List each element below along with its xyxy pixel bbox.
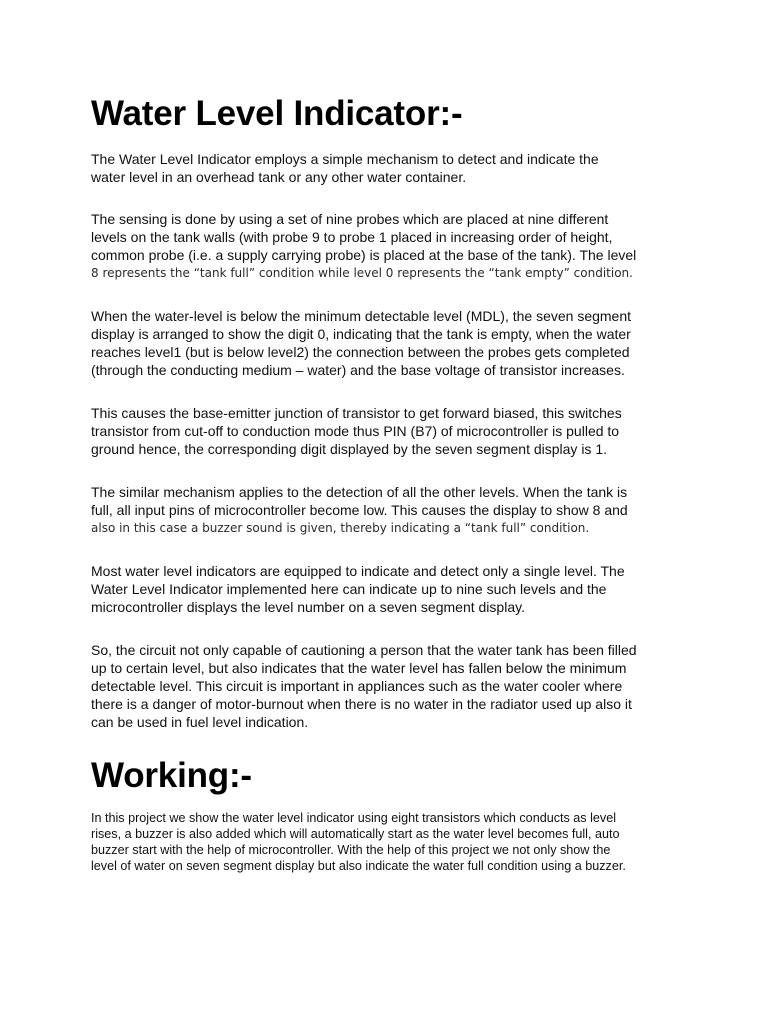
text-line: transistor from cut-off to conduction mode thus PIN (B7) of microcontroller is pulled to bbox=[91, 423, 620, 439]
text-line: level of water on seven segment display but also indicate the water full condition using a buzzer. bbox=[91, 859, 626, 873]
working-paragraph bbox=[91, 810, 689, 874]
text-line: 8 represents the “tank full” condition while level 0 represents the “tank empty” condition. bbox=[91, 266, 633, 280]
sensing-paragraph bbox=[91, 210, 689, 282]
similar-mechanism-paragraph bbox=[91, 483, 689, 537]
text-line: So, the circuit not only capable of cautioning a person that the water tank has been filled bbox=[91, 642, 637, 658]
text-line: This causes the base-emitter junction of transistor to get forward biased, this switches bbox=[91, 405, 622, 421]
text-line: also in this case a buzzer sound is given, thereby indicating a “tank full” condition. bbox=[91, 521, 590, 535]
intro-paragraph bbox=[91, 150, 689, 186]
text-line: microcontroller displays the level number on a seven segment display. bbox=[91, 599, 525, 615]
text-line: When the water-level is below the minimum detectable level (MDL), the seven segment bbox=[91, 308, 632, 324]
text-line: can be used in fuel level indication. bbox=[91, 714, 309, 730]
text-line: The similar mechanism applies to the detection of all the other levels. When the tank is bbox=[91, 484, 628, 500]
text-line: common probe (i.e. a supply carrying probe) is placed at the base of the tank). The level bbox=[91, 247, 637, 263]
text-line: full, all input pins of microcontroller become low. This causes the display to show 8 and bbox=[91, 502, 628, 518]
page-title: Water Level Indicator:- bbox=[91, 94, 463, 133]
text-line: In this project we show the water level indicator using eight transistors which conducts as level bbox=[91, 811, 616, 825]
text-line: rises, a buzzer is also added which will automatically start as the water level becomes full, auto bbox=[91, 827, 620, 841]
text-line: water level in an overhead tank or any other water container. bbox=[91, 169, 467, 185]
text-line: up to certain level, but also indicates that the water level has fallen below the minimum bbox=[91, 660, 627, 676]
forward-bias-paragraph bbox=[91, 404, 689, 458]
text-line: The Water Level Indicator employs a simple mechanism to detect and indicate the bbox=[91, 151, 599, 167]
circuit-applications-paragraph bbox=[91, 641, 689, 731]
text-line: (through the conducting medium – water) and the base voltage of transistor increases. bbox=[91, 362, 625, 378]
text-line: Water Level Indicator implemented here can indicate up to nine such levels and the bbox=[91, 581, 607, 597]
text-line: The sensing is done by using a set of nine probes which are placed at nine different bbox=[91, 211, 609, 227]
text-line: buzzer start with the help of microcontroller. With the help of this project we not only show the bbox=[91, 843, 611, 857]
working-heading: Working:- bbox=[91, 756, 252, 795]
single-level-paragraph bbox=[91, 562, 689, 616]
text-line: ground hence, the corresponding digit displayed by the seven segment display is 1. bbox=[91, 441, 607, 457]
text-line: there is a danger of motor-burnout when there is no water in the radiator used up also it bbox=[91, 696, 632, 712]
text-line: detectable level. This circuit is important in appliances such as the water cooler where bbox=[91, 678, 623, 694]
text-line: Most water level indicators are equipped to indicate and detect only a single level. The bbox=[91, 563, 625, 579]
text-line: display is arranged to show the digit 0, indicating that the tank is empty, when the water bbox=[91, 326, 631, 342]
text-line: levels on the tank walls (with probe 9 to probe 1 placed in increasing order of height, bbox=[91, 229, 613, 245]
mdl-paragraph bbox=[91, 307, 689, 379]
text-line: reaches level1 (but is below level2) the connection between the probes gets completed bbox=[91, 344, 630, 360]
